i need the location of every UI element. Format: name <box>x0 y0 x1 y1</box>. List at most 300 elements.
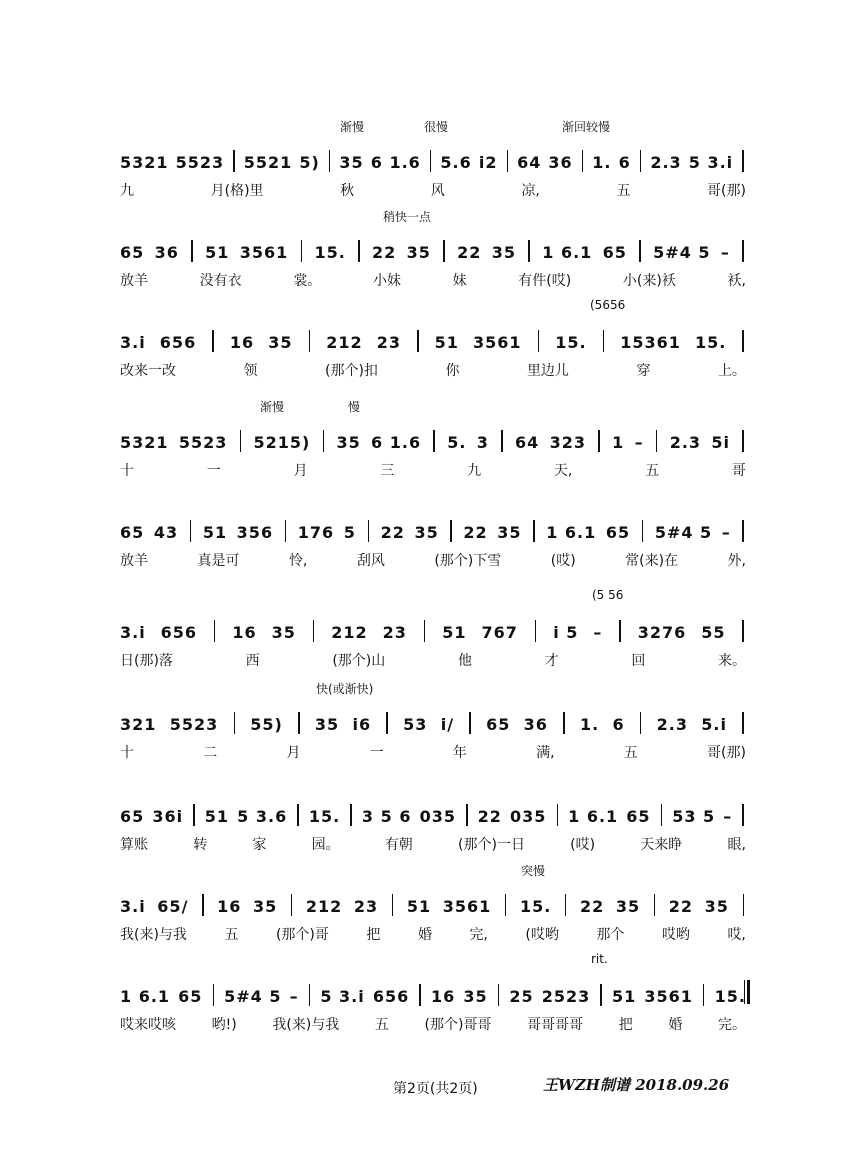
lyric-syllable: (那个)一日 <box>458 837 525 853</box>
lyric-line <box>120 360 746 380</box>
jianpu-note-group: 22 <box>457 243 482 262</box>
barline <box>743 894 745 916</box>
jianpu-note-group: 65 <box>602 243 627 262</box>
jianpu-note-group: 16 <box>229 333 255 352</box>
jianpu-note-group: 36i <box>152 807 184 826</box>
jianpu-note-group: 5321 <box>120 433 169 452</box>
music-system <box>0 862 864 952</box>
lyric-syllable: 月 <box>286 745 301 761</box>
jianpu-note-group: 25 <box>509 987 534 1006</box>
lyric-line <box>120 834 746 854</box>
jianpu-note-group: 51 <box>205 243 230 262</box>
jianpu-note-group: 65 <box>178 987 203 1006</box>
lyric-syllable: (那个)扣 <box>325 363 378 379</box>
lyric-syllable: (哎哟 <box>525 927 559 943</box>
jianpu-note-group: 5 <box>343 523 356 542</box>
barline <box>313 620 315 642</box>
jianpu-note-group: 65 <box>120 523 145 542</box>
barline <box>433 430 435 452</box>
lyric-syllable: (那个)哥哥 <box>424 1017 492 1033</box>
barline <box>642 520 644 542</box>
jianpu-note-group: 5i <box>711 433 730 452</box>
lyric-syllable: 有件(哎) <box>518 273 572 289</box>
tempo-marking: (5 56 <box>592 588 624 602</box>
lyric-syllable: 转 <box>193 837 208 853</box>
barline <box>598 430 600 452</box>
lyric-syllable: 三 <box>380 463 395 479</box>
lyric-syllable: 哎, <box>727 927 746 943</box>
jianpu-note-group: 65 <box>120 243 145 262</box>
lyric-syllable: 哥(那) <box>707 183 746 199</box>
barline <box>329 150 331 172</box>
jianpu-note-group: 3561 <box>473 333 522 352</box>
jianpu-note-group: 36 <box>548 153 573 172</box>
barline <box>443 240 445 262</box>
lyric-syllable: 年 <box>452 745 467 761</box>
notation-line <box>120 984 746 1006</box>
jianpu-note-group: 212 <box>331 623 368 642</box>
barline <box>309 330 311 352</box>
jianpu-note-group: 22 <box>477 807 502 826</box>
tempo-marking: 渐慢 <box>260 400 285 414</box>
jianpu-note-group: 1. <box>579 715 600 734</box>
tempo-marking: 很慢 <box>424 120 449 134</box>
lyric-syllable: 完, <box>469 927 488 943</box>
barline <box>430 150 432 172</box>
lyric-syllable: 你 <box>445 363 460 379</box>
transcriber-credit: 王WZH制谱 2018.09.26 <box>543 1076 730 1094</box>
lyric-syllable: 我(来)与我 <box>120 927 187 943</box>
lyric-syllable: 上。 <box>717 363 746 379</box>
barline <box>528 240 530 262</box>
lyric-syllable: 刮风 <box>356 553 385 569</box>
lyric-syllable: 一 <box>206 463 221 479</box>
jianpu-note-group: 16 <box>232 623 257 642</box>
barline <box>600 984 602 1006</box>
barline <box>742 150 744 172</box>
jianpu-note-group: 323 <box>549 433 586 452</box>
barline <box>533 520 535 542</box>
jianpu-note-group: 2.3 <box>656 715 689 734</box>
lyric-syllable: 那个 <box>596 927 625 943</box>
barline <box>661 804 663 826</box>
jianpu-note-group: 65/ <box>157 897 189 916</box>
lyric-syllable: 九 <box>467 463 482 479</box>
lyric-syllable: (那个)山 <box>332 653 386 669</box>
lyric-line <box>120 742 746 762</box>
jianpu-note-group: 3 5 6 <box>361 807 412 826</box>
lyric-syllable: 一 <box>369 745 384 761</box>
barline <box>505 894 507 916</box>
barline <box>358 240 360 262</box>
jianpu-note-group: 6 1.6 <box>371 433 422 452</box>
lyric-syllable: 算账 <box>120 837 148 853</box>
lyric-syllable: 家 <box>252 837 267 853</box>
lyric-syllable: (那个)下雪 <box>434 553 502 569</box>
tempo-marking: (5656 <box>590 298 626 312</box>
jianpu-note-group: 36 <box>154 243 179 262</box>
jianpu-note-group: 65 <box>120 807 145 826</box>
jianpu-note-group: 51 <box>406 897 432 916</box>
jianpu-note-group: 15361 <box>620 333 681 352</box>
lyric-syllable: 二 <box>203 745 218 761</box>
lyric-line <box>120 924 746 944</box>
jianpu-note-group: 176 <box>297 523 335 542</box>
notation-line <box>120 620 746 642</box>
lyric-syllable: (哎) <box>550 553 576 569</box>
final-barline <box>744 980 750 1004</box>
barline <box>742 330 744 352</box>
jianpu-note-group: 5) <box>299 153 320 172</box>
lyric-syllable: 日(那)落 <box>120 653 173 669</box>
jianpu-note-group: – <box>721 523 731 542</box>
barline <box>742 620 744 642</box>
tempo-marking: 渐回较慢 <box>562 120 611 134</box>
barline <box>557 804 559 826</box>
jianpu-note-group: i2 <box>478 153 498 172</box>
jianpu-note-group: 23 <box>382 623 407 642</box>
lyric-syllable: 小(来)袄 <box>622 273 676 289</box>
barline <box>193 804 195 826</box>
lyric-syllable: 五 <box>623 745 638 761</box>
lyric-syllable: 常(来)在 <box>625 553 679 569</box>
lyric-syllable: 把 <box>366 927 381 943</box>
lyric-syllable: 才 <box>544 653 559 669</box>
lyric-syllable: 婚 <box>668 1017 683 1033</box>
jianpu-note-group: 22 <box>463 523 488 542</box>
jianpu-note-group: 1 6.1 <box>542 243 593 262</box>
jianpu-note-group: i 5 <box>553 623 579 642</box>
tempo-marking: 快(或渐快) <box>316 682 374 696</box>
barline <box>424 620 426 642</box>
jianpu-note-group: 35 <box>414 523 439 542</box>
lyric-syllable: 改来一改 <box>120 363 176 379</box>
lyric-syllable: 哎来哎咳 <box>120 1017 176 1033</box>
barline <box>285 520 287 542</box>
jianpu-note-group: 22 <box>668 897 694 916</box>
lyric-syllable: 五 <box>645 463 660 479</box>
jianpu-note-group: 22 <box>372 243 397 262</box>
jianpu-note-group: 3276 <box>637 623 687 642</box>
lyric-syllable: 哥(那) <box>706 745 746 761</box>
jianpu-note-group: 5521 <box>243 153 293 172</box>
music-system <box>0 298 864 388</box>
barline <box>656 430 658 452</box>
jianpu-note-group: 65 <box>605 523 631 542</box>
jianpu-note-group: 51 <box>202 523 228 542</box>
barline <box>563 712 565 734</box>
jianpu-note-group: – <box>593 623 603 642</box>
lyric-syllable: 妹 <box>452 273 467 289</box>
lyric-syllable: 满, <box>536 745 555 761</box>
lyric-line <box>120 550 746 570</box>
lyric-syllable: 园。 <box>311 837 340 853</box>
lyric-syllable: 西 <box>245 653 260 669</box>
jianpu-note-group: 65 <box>486 715 511 734</box>
jianpu-note-group: 55) <box>250 715 283 734</box>
music-system <box>0 208 864 298</box>
lyric-syllable: 放羊 <box>120 273 148 289</box>
barline <box>190 520 192 542</box>
jianpu-note-group: 5. <box>447 433 467 452</box>
barline <box>565 894 567 916</box>
barline <box>742 240 744 262</box>
barline <box>202 894 204 916</box>
barline <box>323 430 325 452</box>
lyric-line <box>120 180 746 200</box>
jianpu-note-group: 51 <box>442 623 467 642</box>
jianpu-note-group: 5 3.6 <box>237 807 288 826</box>
notation-line <box>120 430 746 452</box>
jianpu-note-group: 212 <box>305 897 343 916</box>
jianpu-note-group: 3.i <box>120 333 146 352</box>
jianpu-note-group: 5523 <box>178 433 228 452</box>
jianpu-note-group: 5215) <box>253 433 311 452</box>
jianpu-note-group: 53 <box>403 715 428 734</box>
barline <box>538 330 540 352</box>
barline <box>640 150 642 172</box>
lyric-syllable: 里边儿 <box>526 363 569 379</box>
jianpu-note-group: i/ <box>440 715 455 734</box>
jianpu-note-group: 15. <box>555 333 587 352</box>
barline <box>742 520 744 542</box>
lyric-syllable: 完。 <box>717 1017 746 1033</box>
jianpu-note-group: 5.i <box>701 715 727 734</box>
jianpu-note-group: 3561 <box>644 987 693 1006</box>
notation-line <box>120 894 746 916</box>
jianpu-note-group: 5 3.i <box>320 987 365 1006</box>
lyric-syllable: 哟!) <box>211 1017 237 1033</box>
jianpu-note-group: 35 <box>615 897 641 916</box>
music-system <box>0 398 864 488</box>
jianpu-note-group: 35 <box>463 987 488 1006</box>
barline <box>298 712 300 734</box>
jianpu-note-group: 2523 <box>541 987 591 1006</box>
jianpu-note-group: 5523 <box>169 715 219 734</box>
jianpu-note-group: 3561 <box>239 243 289 262</box>
lyric-syllable: 月 <box>293 463 308 479</box>
jianpu-note-group: – <box>289 987 299 1006</box>
jianpu-note-group: 15. <box>714 987 746 1006</box>
barline <box>619 620 621 642</box>
barline <box>466 804 468 826</box>
lyric-syllable: 凉, <box>521 183 540 199</box>
barline <box>469 712 471 734</box>
jianpu-note-group: 767 <box>481 623 518 642</box>
barline <box>213 984 215 1006</box>
jianpu-note-group: 55 <box>701 623 726 642</box>
lyric-syllable: 袄, <box>727 273 746 289</box>
lyric-syllable: 五 <box>224 927 239 943</box>
jianpu-note-group: 53 5 <box>672 807 716 826</box>
jianpu-note-group: 2.3 <box>669 433 702 452</box>
jianpu-note-group: 35 <box>491 243 517 262</box>
barline <box>191 240 193 262</box>
jianpu-note-group: 2.3 <box>650 153 682 172</box>
lyric-syllable: 月(格)里 <box>210 183 264 199</box>
jianpu-note-group: 5.6 <box>440 153 472 172</box>
jianpu-note-group: 3.i <box>120 623 146 642</box>
lyric-line <box>120 460 746 480</box>
lyric-syllable: (那个)哥 <box>275 927 329 943</box>
barline <box>234 712 236 734</box>
jianpu-note-group: 35 <box>406 243 431 262</box>
lyric-syllable: 天, <box>553 463 573 479</box>
jianpu-note-group: 23 <box>353 897 379 916</box>
lyric-syllable: 真是可 <box>197 553 240 569</box>
barline <box>386 712 388 734</box>
barline <box>603 330 605 352</box>
jianpu-note-group: 15. <box>314 243 346 262</box>
jianpu-note-group: 212 <box>326 333 363 352</box>
barline <box>301 240 303 262</box>
barline <box>309 984 311 1006</box>
jianpu-note-group: 35 <box>704 897 729 916</box>
barline <box>582 150 584 172</box>
jianpu-note-group: 5 3.i <box>688 153 734 172</box>
jianpu-note-group: 5#4 5 <box>653 243 711 262</box>
jianpu-note-group: 23 <box>376 333 401 352</box>
barline <box>212 330 214 352</box>
jianpu-note-group: 36 <box>523 715 548 734</box>
tempo-marking: 突慢 <box>521 864 546 878</box>
jianpu-note-group: 6 <box>618 153 631 172</box>
jianpu-note-group: 656 <box>159 333 197 352</box>
barline <box>214 620 216 642</box>
music-system <box>0 952 864 1042</box>
barline <box>240 430 242 452</box>
barline <box>742 804 744 826</box>
lyric-syllable: 来。 <box>718 653 746 669</box>
lyric-syllable: 小妹 <box>372 273 401 289</box>
barline <box>297 804 299 826</box>
lyric-syllable: 回 <box>631 653 646 669</box>
music-system <box>0 588 864 678</box>
jianpu-note-group: 1 <box>612 433 625 452</box>
jianpu-note-group: 15. <box>519 897 552 916</box>
jianpu-note-group: 35 <box>271 623 296 642</box>
barline <box>742 712 744 734</box>
lyric-syllable: 我(来)与我 <box>272 1017 340 1033</box>
jianpu-note-group: 65 <box>626 807 651 826</box>
page-number: 第2页(共2页) <box>393 1081 478 1097</box>
lyric-syllable: 没有衣 <box>199 273 242 289</box>
jianpu-note-group: i6 <box>352 715 372 734</box>
lyric-line <box>120 270 746 290</box>
lyric-syllable: 秋 <box>340 183 355 199</box>
jianpu-note-group: 22 <box>380 523 405 542</box>
notation-line <box>120 520 746 542</box>
jianpu-note-group: 51 <box>611 987 637 1006</box>
barline <box>535 620 537 642</box>
barline <box>350 804 352 826</box>
jianpu-note-group: 035 <box>419 807 456 826</box>
lyric-line <box>120 650 746 670</box>
lyric-syllable: 十 <box>120 463 134 479</box>
jianpu-note-group: 35 <box>268 333 293 352</box>
jianpu-note-group: 35 <box>252 897 278 916</box>
jianpu-note-group: 1 6.1 <box>120 987 171 1006</box>
jianpu-note-group: 321 <box>120 715 157 734</box>
music-system <box>0 772 864 862</box>
barline <box>639 240 641 262</box>
lyric-syllable: 怜, <box>288 553 308 569</box>
barline <box>501 430 503 452</box>
barline <box>419 984 421 1006</box>
lyric-syllable: 放羊 <box>120 553 148 569</box>
lyric-syllable: 十 <box>120 745 134 761</box>
barline <box>654 894 656 916</box>
jianpu-note-group: 5523 <box>175 153 225 172</box>
lyric-syllable: 外, <box>727 553 746 569</box>
jianpu-note-group: – <box>720 243 730 262</box>
barline <box>417 330 419 352</box>
lyric-syllable: 哥 <box>731 463 746 479</box>
lyric-syllable: 他 <box>457 653 472 669</box>
jianpu-note-group: 64 <box>515 433 540 452</box>
jianpu-note-group: 35 <box>314 715 340 734</box>
tempo-marking: 稍快一点 <box>383 210 432 224</box>
jianpu-note-group: 3.i <box>120 897 146 916</box>
jianpu-note-group: 51 <box>434 333 459 352</box>
jianpu-note-group: 15. <box>695 333 727 352</box>
jianpu-note-group: 5#4 5 <box>654 523 713 542</box>
lyric-line <box>120 1014 746 1034</box>
jianpu-note-group: – <box>723 807 733 826</box>
jianpu-note-group: 35 <box>336 433 361 452</box>
jianpu-note-group: 1 6.1 <box>546 523 597 542</box>
jianpu-note-group: 5#4 5 <box>224 987 282 1006</box>
jianpu-note-group: 22 <box>579 897 605 916</box>
jianpu-note-group: 6 1.6 <box>370 153 421 172</box>
jianpu-note-group: 35 <box>497 523 522 542</box>
jianpu-note-group: 656 <box>372 987 410 1006</box>
jianpu-note-group: 35 <box>339 153 364 172</box>
barline <box>498 984 500 1006</box>
lyric-syllable: 穿 <box>636 363 651 379</box>
music-system <box>0 118 864 208</box>
lyric-syllable: 眼, <box>727 837 746 853</box>
lyric-syllable: 把 <box>618 1017 633 1033</box>
lyric-syllable: 九 <box>120 183 134 199</box>
notation-line <box>120 804 746 826</box>
jianpu-note-group: 51 <box>204 807 230 826</box>
jianpu-note-group: 356 <box>236 523 274 542</box>
notation-line <box>120 330 746 352</box>
barline <box>291 894 293 916</box>
jianpu-note-group: 43 <box>153 523 179 542</box>
jianpu-note-group: 5321 <box>120 153 169 172</box>
barline <box>703 984 705 1006</box>
tempo-marking: 渐慢 <box>340 120 365 134</box>
jianpu-note-group: 1 6.1 <box>568 807 619 826</box>
barline <box>640 712 642 734</box>
barline <box>742 430 744 452</box>
lyric-syllable: 领 <box>243 363 258 379</box>
lyric-syllable: 裳。 <box>293 273 322 289</box>
jianpu-note-group: 6 <box>612 715 625 734</box>
lyric-syllable: 有朝 <box>384 837 413 853</box>
lyric-syllable: 五 <box>374 1017 389 1033</box>
lyric-syllable: 风 <box>430 183 445 199</box>
jianpu-note-group: 15. <box>308 807 341 826</box>
barline <box>392 894 394 916</box>
jianpu-note-group: 1. <box>592 153 612 172</box>
lyric-syllable: 哎哟 <box>661 927 690 943</box>
lyric-syllable: 哥哥哥哥 <box>527 1017 584 1033</box>
lyric-syllable: (哎) <box>570 837 596 853</box>
barline <box>507 150 509 172</box>
